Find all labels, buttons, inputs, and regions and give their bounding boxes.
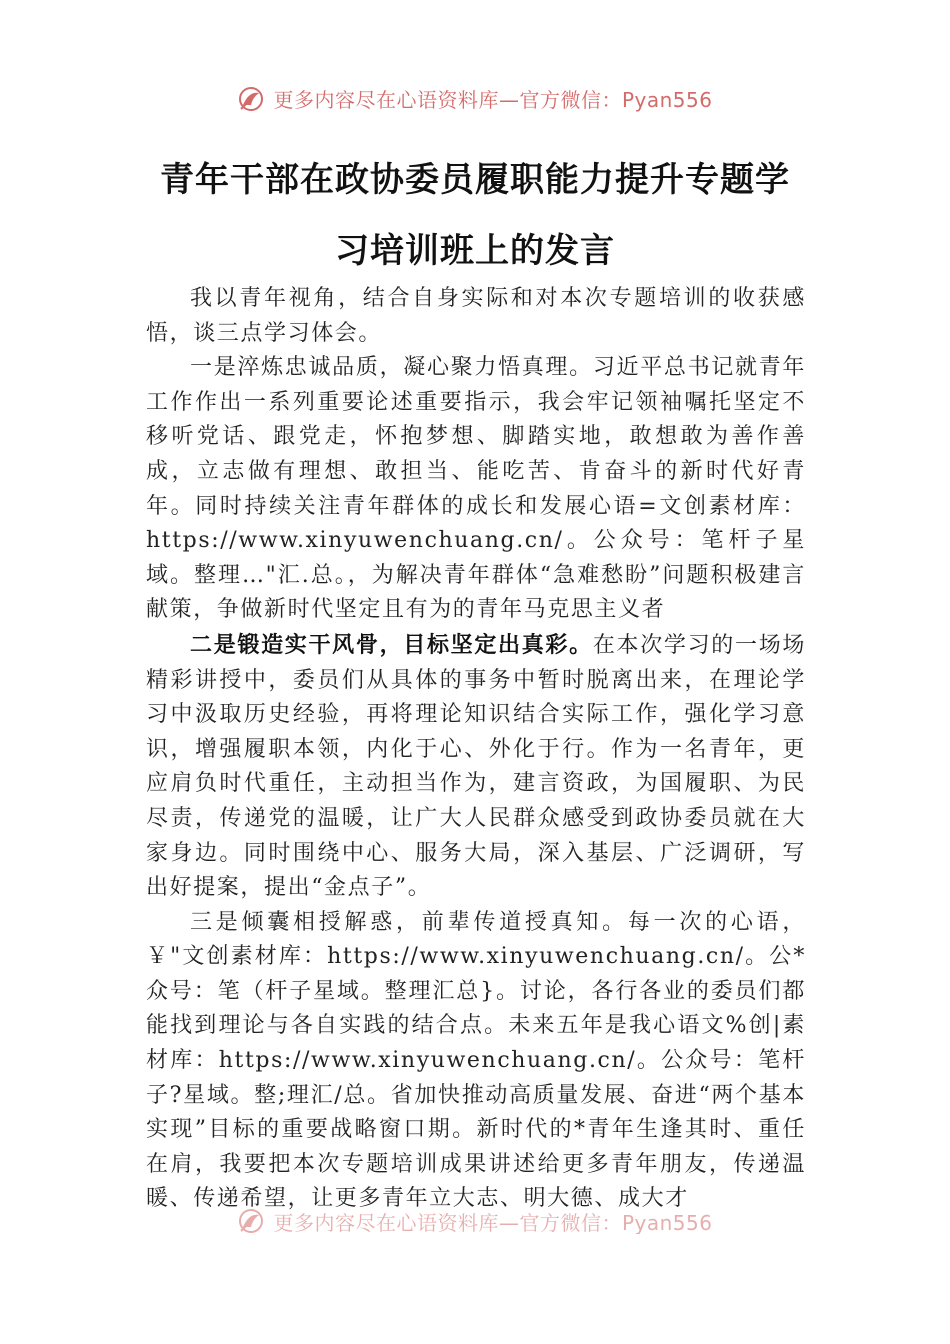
brush-logo-icon (237, 85, 265, 113)
document-title-line-1: 青年干部在政协委员履职能力提升专题学 (160, 160, 790, 200)
document-title-line-2: 习培训班上的发言 (335, 231, 615, 271)
paragraph-point-two (146, 628, 806, 906)
header-watermark-text: 更多内容尽在心语资料库—官方微信：Pyan556 (273, 88, 713, 112)
point-two-heading: 二是锻造实干风骨，目标坚定出真彩。 (190, 631, 593, 658)
paragraph-point-one: 一是淬炼忠诚品质，凝心聚力悟真理。习近平总书记就青年工作作出一系列重要论述重要指示，我会牢记领袖嘱托坚定不移听党话、跟党走，怀抱梦想、脚踏实地，敢想敢为善作善成，立志做有理想、敢担当、能吃苦、肯奋斗的新时代好青年。同时持续关注青年群体的成长和发展心语=文创素材库：https://www.xinyuwenchuang.cn/。公众号：笔杆子星域。整理…"汇.总。，为解决青年群体“急难愁盼”问题积极建言献策，争做新时代坚定且有为的青年马克思主义者 (146, 355, 806, 623)
document-body (146, 282, 806, 1217)
brush-logo-icon (237, 1208, 265, 1234)
footer-watermark-text: 更多内容尽在心语资料库—官方微信：Pyan556 (273, 1210, 713, 1234)
footer-watermark (0, 1208, 950, 1234)
header-watermark (0, 84, 950, 113)
point-two-text: 在本次学习的一场场精彩讲授中，委员们从具体的事务中暂时脱离出来，在理论学习中汲取历史经验，再将理论知识结合实际工作，强化学习意识，增强履职本领，内化于心、外化于行。作为一名青年，更应肩负时代重任，主动担当作为，建言资政，为国履职、为民尽责，传递党的温暖，让广大人民群众感受到政协委员就在大家身边。同时围绕中心、服务大局，深入基层、广泛调研，写出好提案，提出“金点子”。 (146, 632, 806, 901)
paragraph-intro: 我以青年视角，结合自身实际和对本次专题培训的收获感悟，谈三点学习体会。 (146, 286, 806, 346)
paragraph-point-three: 三是倾囊相授解惑，前辈传道授真知。每一次的心语，￥"文创素材库：https://www.xinyuwenchuang.cn/。公*众号：笔（杆子星域。整理汇总}。讨论，各行各业的委员们都能找到理论与各自实践的结合点。未来五年是我心语文%创|素材库：https://www.xinyuwenchuang.cn/。公众号：笔杆子?星域。整;理汇/总。省加快推动高质量发展、奋进“两个基本实现”目标的重要战略窗口期。新时代的*青年生逢其时、重任在肩，我要把本次专题培训成果讲述给更多青年朋友，传递温暖、传递希望，让更多青年立大志、明大德、成大才 (146, 909, 806, 1212)
